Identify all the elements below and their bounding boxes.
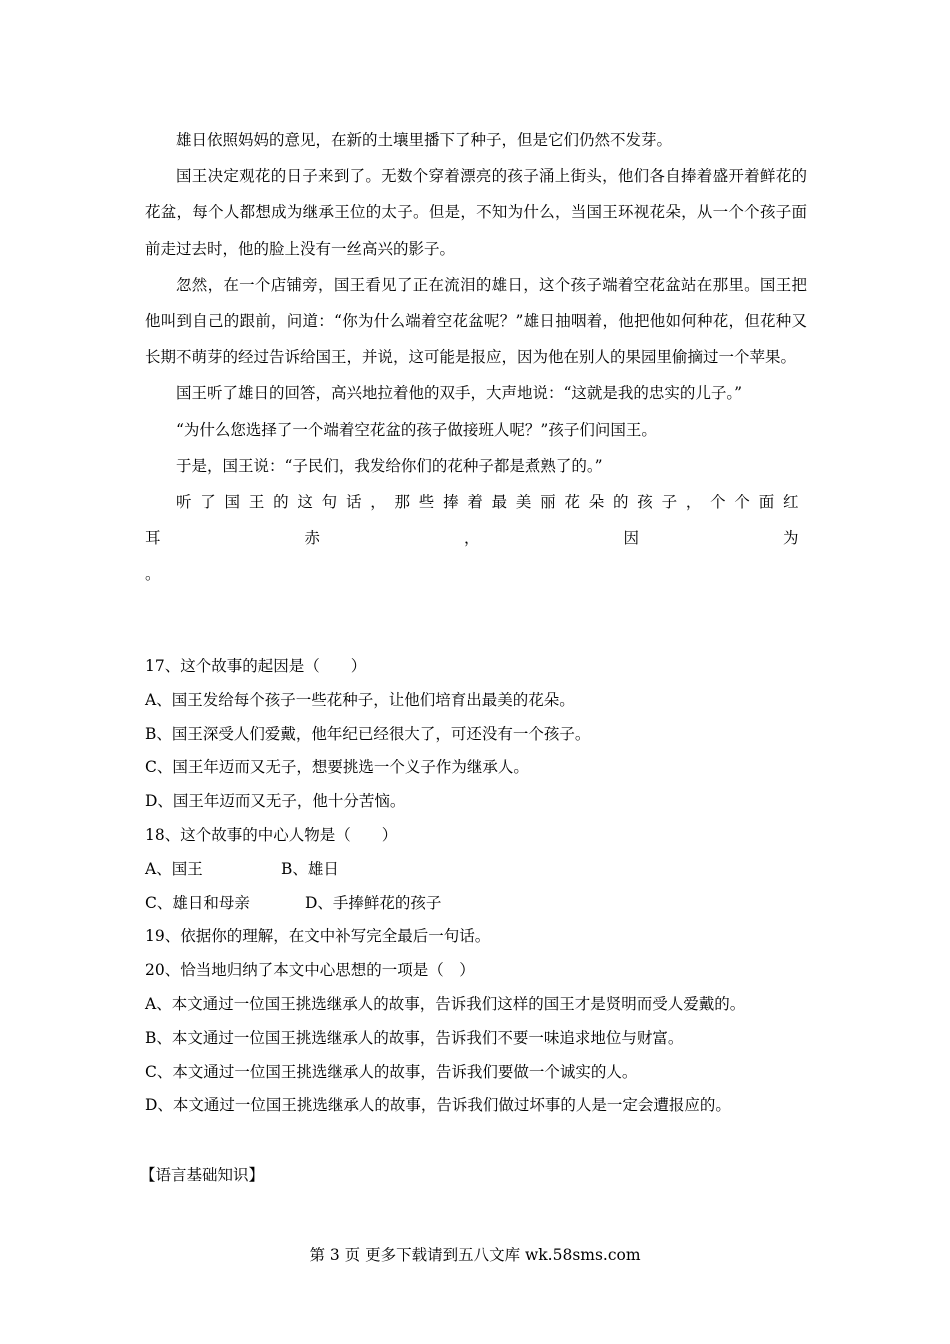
question-17-option-a: A、国王发给每个孩子一些花种子，让他们培育出最美的花朵。 <box>145 690 575 709</box>
story-paragraph-end-mark: 。 <box>145 565 161 584</box>
question-list <box>145 650 807 1123</box>
question-17-option-c: C、国王年迈而又无子，想要挑选一个义子作为继承人。 <box>145 758 529 777</box>
question-20-stem: 20、恰当地归纳了本文中心思想的一项是（ ） <box>145 961 475 980</box>
question-17-option-d: D、国王年迈而又无子，他十分苦恼。 <box>145 792 406 811</box>
question-20-option-a: A、本文通过一位国王挑选继承人的故事，告诉我们这样的国王才是贤明而受人爱戴的。 <box>145 994 746 1013</box>
story-paragraph: 于是，国王说：“子民们，我发给你们的花种子都是煮熟了的。” <box>176 456 603 475</box>
question-20-option-c: C、本文通过一位国王挑选继承人的故事，告诉我们要做一个诚实的人。 <box>145 1062 638 1081</box>
story-paragraph: 雄日依照妈妈的意见，在新的土壤里播下了种子，但是它们仍然不发芽。 <box>176 131 673 149</box>
page-footer: 第 3 页 更多下载请到五八文库 wk.58sms.com <box>309 1246 641 1264</box>
story-paragraph: 国王决定观花的日子来到了。无数个穿着漂亮的孩子涌上街头，他们各自捧着盛开着鲜花的花盆，每个人都想成为继承王位的太子。但是，不知为什么，当国王环视花朵，从一个个孩子面前走过去时，他的脸上没有一丝高兴的影子。 <box>145 167 807 258</box>
story-paragraph-blank-sentence: 听了国王的这句话，那些捧着最美丽花朵的孩子，个个面红耳赤，因为 <box>145 493 807 548</box>
story-paragraph: 国王听了雄日的回答，高兴地拉着他的双手，大声地说：“这就是我的忠实的儿子。” <box>176 384 743 403</box>
question-17-stem: 17、这个故事的起因是（ ） <box>145 657 367 675</box>
story-paragraph: 忽然，在一个店铺旁，国王看见了正在流泪的雄日，这个孩子端着空花盆站在那里。国王把他叫到自己的跟前，问道：“你为什么端着空花盆呢？”雄日抽咽着，他把他如何种花，但花种又长期不萌芽的经过告诉给国王，并说，这可能是报应，因为他在别人的果园里偷摘过一个苹果。 <box>145 275 807 367</box>
question-20-option-d: D、本文通过一位国王挑选继承人的故事，告诉我们做过坏事的人是一定会遭报应的。 <box>145 1096 731 1115</box>
question-20-option-b: B、本文通过一位国王挑选继承人的故事，告诉我们不要一味追求地位与财富。 <box>145 1028 684 1047</box>
question-18-option-d: D、手捧鲜花的孩子 <box>305 893 442 912</box>
question-19-stem: 19、依据你的理解，在文中补写完全最后一句话。 <box>145 927 491 946</box>
section-heading: 【语言基础知识】 <box>140 1166 265 1184</box>
question-17-option-b: B、国王深受人们爱戴，他年纪已经很大了，可还没有一个孩子。 <box>145 724 591 743</box>
question-18-options-row-1 <box>145 853 807 887</box>
question-18-option-c: C、雄日和母亲 <box>145 893 250 912</box>
question-18-option-b: B、雄日 <box>281 859 339 878</box>
question-18-options-row-2 <box>145 887 807 921</box>
question-18-option-a: A、国王 <box>145 859 203 878</box>
story-paragraph: “为什么您选择了一个端着空花盆的孩子做接班人呢？”孩子们问国王。 <box>176 420 657 439</box>
story-passage <box>145 122 807 593</box>
question-18-stem: 18、这个故事的中心人物是（ ） <box>145 825 398 844</box>
